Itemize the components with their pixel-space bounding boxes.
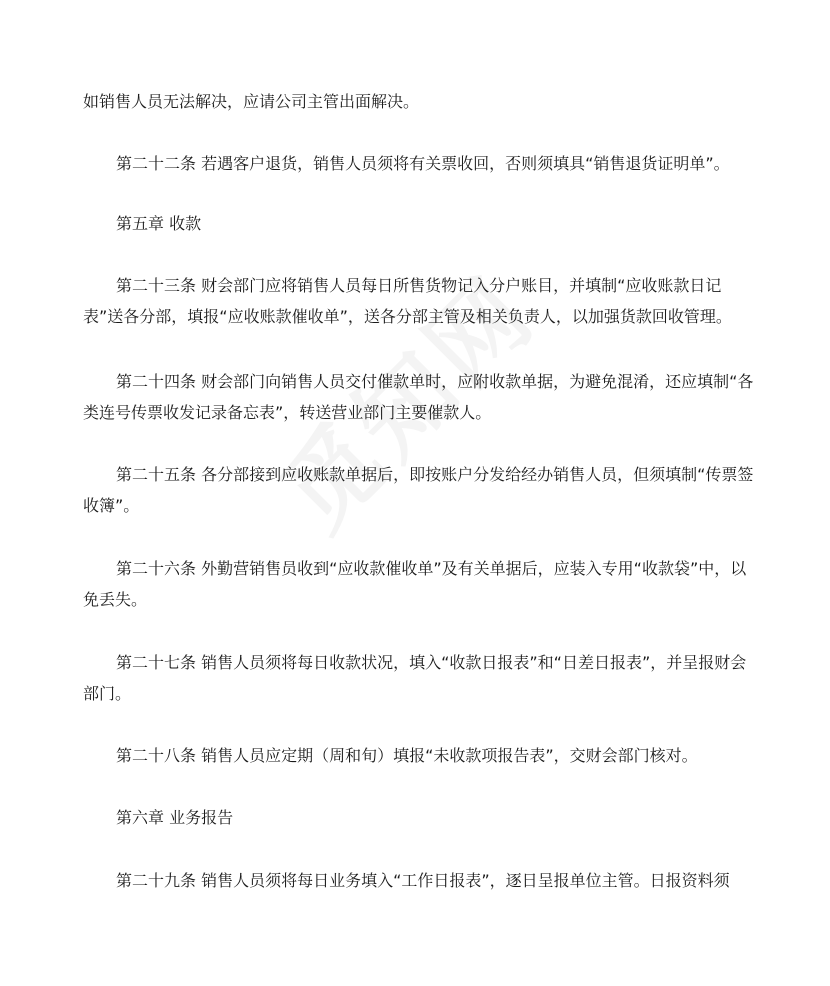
article-23: 第二十三条 财会部门应将销售人员每日所售货物记入分户账目，并填制“应收账款日记表”送各分部，填报“应收账款催收单”，送各分部主管及相关负责人，以加强货款回收管理。 <box>83 276 732 326</box>
article-26: 第二十六条 外勤营销售员收到“应收款催收单”及有关单据后，应装入专用“收款袋”中，以免丢失。 <box>83 559 747 609</box>
chapter-6-heading: 第六章 业务报告 <box>116 808 234 827</box>
article-29: 第二十九条 销售人员须将每日业务填入“工作日报表”，逐日呈报单位主管。日报资料须 <box>116 871 730 890</box>
article-27: 第二十七条 销售人员须将每日收款状况，填入“收款日报表”和“日差日报表”，并呈报财会部门。 <box>83 653 747 703</box>
article-22: 第二十二条 若遇客户退货，销售人员须将有关票收回，否则须填具“销售退货证明单”。 <box>116 154 730 173</box>
article-25: 第二十五条 各分部接到应收账款单据后，即按账户分发给经办销售人员，但须填制“传票签收簿”。 <box>83 465 754 515</box>
paragraph-continuation: 如销售人员无法解决，应请公司主管出面解决。 <box>83 92 420 111</box>
article-28: 第二十八条 销售人员应定期（周和旬）填报“未收款项报告表”，交财会部门核对。 <box>116 746 698 765</box>
chapter-5-heading: 第五章 收款 <box>116 214 202 233</box>
article-24: 第二十四条 财会部门向销售人员交付催款单时，应附收款单据，为避免混淆，还应填制“各类连号传票收发记录备忘表”，转送营业部门主要催款人。 <box>83 372 754 422</box>
